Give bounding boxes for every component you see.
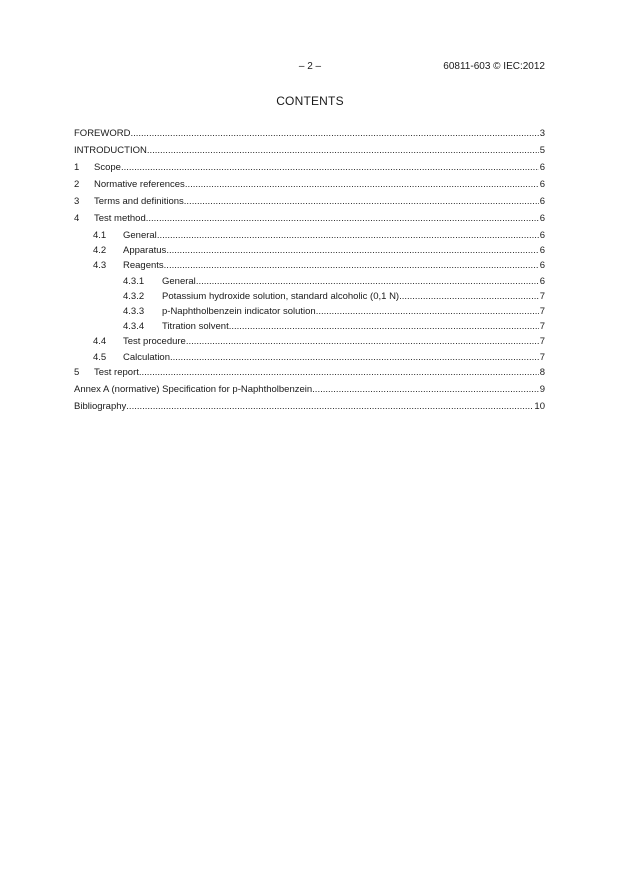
toc-entry-number: 4.4 [93,336,107,348]
toc-entry-page: 7 [539,305,545,317]
toc-leader-dots [157,230,539,242]
toc-entry[interactable] [74,352,545,367]
toc-entry-page: 6 [539,275,545,287]
toc-leader-dots [166,245,538,257]
toc-entry-label: Titration solvent [162,321,229,333]
toc-entry[interactable] [74,260,545,275]
toc-entry-number: 3 [74,196,80,207]
toc-entry-label: Test method [94,213,146,224]
toc-entry-label: INTRODUCTION [74,145,147,156]
toc-entry-page: 6 [539,230,545,241]
toc-entry[interactable] [74,336,545,351]
standard-id: 60811-603 © IEC:2012 [443,61,545,72]
toc-entry-label: Apparatus [123,245,167,257]
toc-leader-dots [316,306,539,318]
toc-leader-dots [147,145,539,157]
toc-entry-page: 5 [539,145,545,156]
toc-entry[interactable] [74,384,545,401]
toc-leader-dots [186,336,539,348]
toc-entry[interactable] [74,213,545,230]
toc-entry-label: General [162,275,196,287]
toc-entry-page: 6 [539,179,545,190]
toc-leader-dots [130,128,538,140]
toc-entry-page: 10 [534,400,545,412]
toc-entry-page: 3 [539,128,545,139]
toc-entry-number: 4.3.4 [123,321,145,333]
toc-entry-label: Scope [94,162,121,173]
toc-leader-dots [399,291,539,303]
toc-entry-number: 4.2 [93,245,107,257]
toc-entry-label: FOREWORD [74,128,131,139]
toc-entry-label: Test procedure [123,336,186,348]
toc-leader-dots [184,196,539,208]
toc-leader-dots [126,401,533,413]
toc-entry-number: 4.3 [93,260,107,272]
toc-entry[interactable] [74,401,545,418]
toc-entry-page: 8 [539,366,545,378]
toc-entry-number: 4.3.1 [123,275,145,287]
toc-leader-dots [185,179,539,191]
toc-entry[interactable] [74,196,545,213]
toc-entry[interactable] [74,321,545,336]
toc-entry[interactable] [74,306,545,321]
toc-entry-number: 1 [74,162,80,173]
toc-entry-label: Terms and definitions [94,196,184,207]
toc-entry-label: General [123,230,157,241]
toc-leader-dots [229,321,539,333]
toc-entry-page: 6 [539,196,545,207]
toc-entry-number: 2 [74,179,80,190]
toc-entry[interactable] [74,179,545,196]
toc-entry-label: Bibliography [74,400,127,412]
toc-entry[interactable] [74,367,545,384]
toc-leader-dots [164,260,539,272]
toc-entry-number: 4 [74,213,80,224]
toc-entry-page: 9 [539,383,545,395]
toc-leader-dots [312,384,539,396]
page-number: – 2 – [298,61,322,72]
toc-entry-label: Potassium hydroxide solution, standard alcoholic (0,1 N) [162,290,400,302]
toc-entry-label: Test report [94,366,139,378]
toc-entry-label: Reagents [123,260,164,272]
toc-entry-label: p-Naphtholbenzein indicator solution [162,305,316,317]
toc-leader-dots [170,352,539,364]
toc-entry[interactable] [74,145,545,162]
toc-entry-label: Annex A (normative) Specification for p-Naphtholbenzein [74,383,313,395]
toc-entry-label: Normative references [94,179,185,190]
toc-entry-number: 4.1 [93,230,107,241]
toc-entry-number: 4.3.3 [123,305,145,317]
toc-entry-page: 6 [539,213,545,224]
toc-entry[interactable] [74,162,545,179]
toc-entry-page: 7 [539,336,545,348]
toc-entry-number: 5 [74,366,80,378]
toc-leader-dots [146,213,539,225]
toc-entry[interactable] [74,245,545,260]
toc-entry[interactable] [74,128,545,145]
toc-leader-dots [139,367,539,379]
toc-entry-page: 6 [539,245,545,257]
toc-entry-page: 7 [539,321,545,333]
toc-leader-dots [196,276,539,288]
toc-entry-page: 6 [539,260,545,272]
toc-entry[interactable] [74,276,545,291]
toc-entry-number: 4.3.2 [123,290,145,302]
toc-entry[interactable] [74,230,545,245]
toc-entry[interactable] [74,291,545,306]
toc-entry-page: 6 [539,162,545,173]
table-of-contents [74,128,545,418]
toc-entry-page: 7 [539,290,545,302]
toc-entry-label: Calculation [123,351,170,363]
toc-entry-number: 4.5 [93,351,107,363]
toc-entry-page: 7 [539,351,545,363]
contents-title: CONTENTS [276,94,344,108]
toc-leader-dots [121,162,539,174]
